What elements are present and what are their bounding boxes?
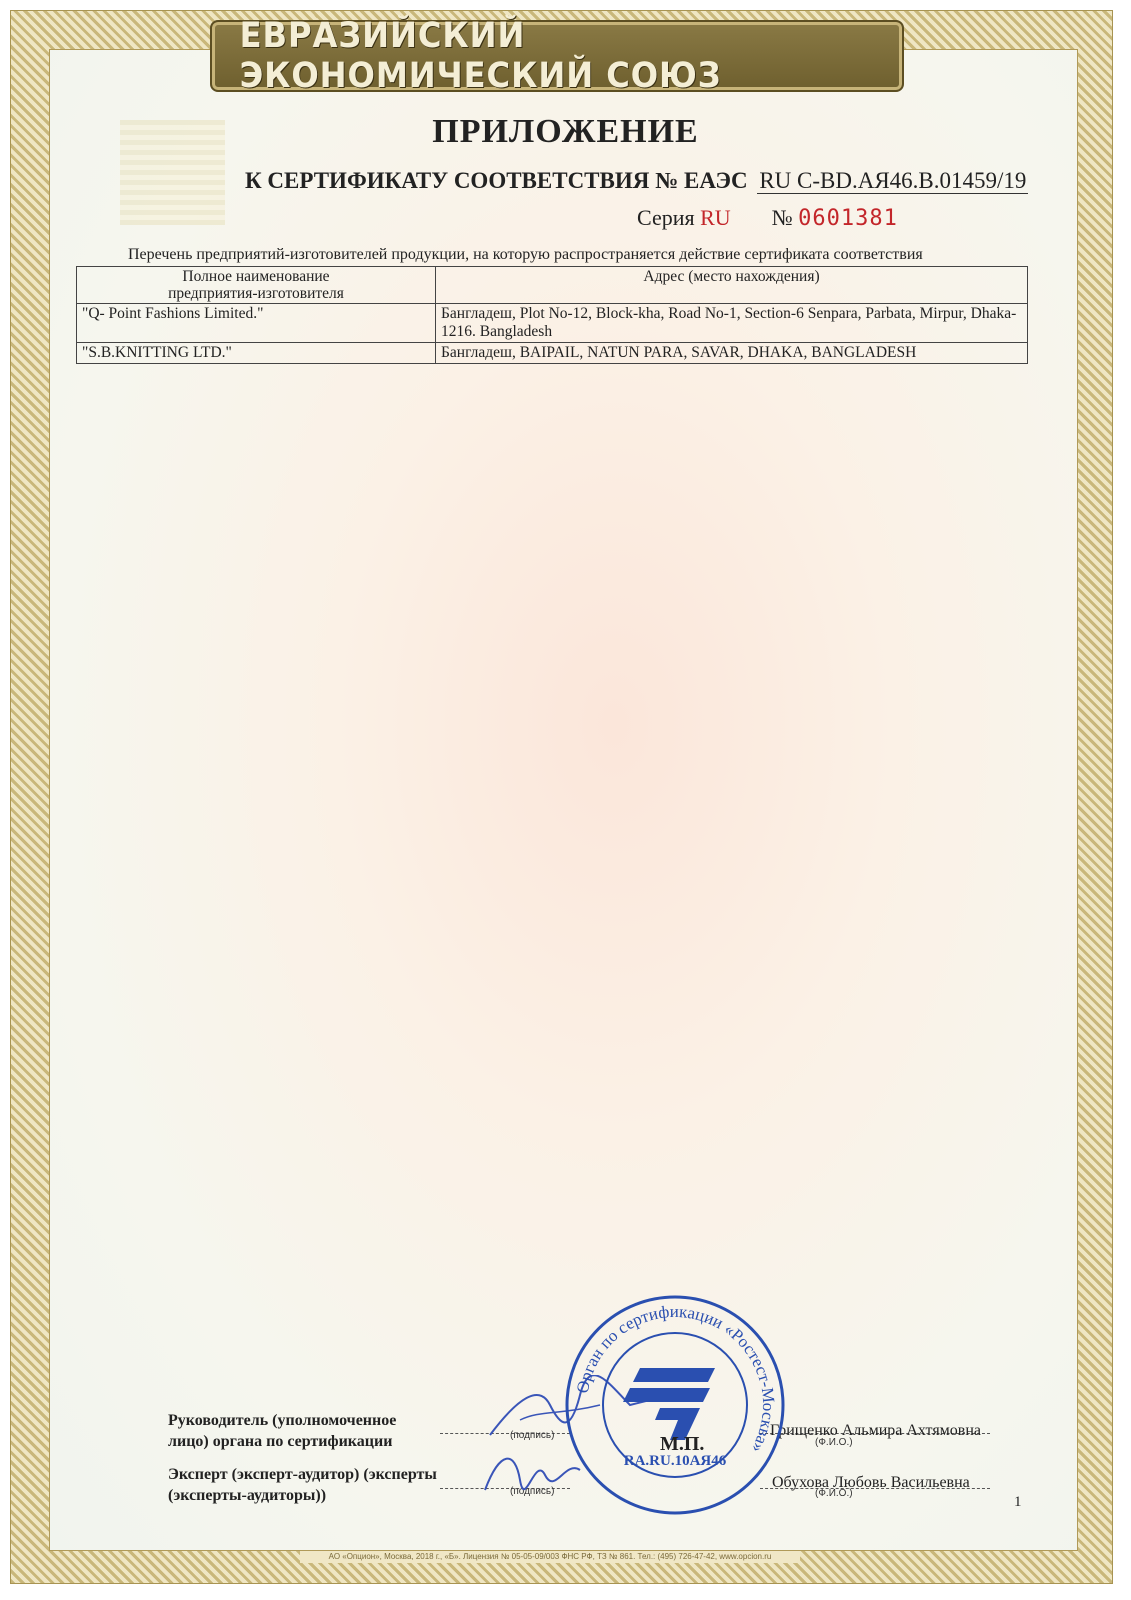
manufacturer-name: "S.B.KNITTING LTD." xyxy=(77,343,436,364)
manufacturer-address: Бангладеш, Plot No-12, Block-kha, Road No-1, Section-6 Senpara, Parbata, Mirpur, Dhaka-1216. Bangladesh xyxy=(436,304,1028,343)
series-value: RU xyxy=(700,205,731,230)
seal-place-mark: М.П. xyxy=(660,1433,705,1455)
head-sign-hint: (подпись) xyxy=(510,1430,555,1441)
intro-text: Перечень предприятий-изготовителей продукции, на которую распространяется действие сертификата соответствия xyxy=(128,246,923,263)
certificate-line xyxy=(245,168,1028,194)
head-fio-hint: (Ф.И.О.) xyxy=(815,1437,853,1448)
head-signature-label: Руководитель (уполномоченное лицо) органа по сертификации xyxy=(168,1412,397,1450)
stamp-ring-text: Орган по сертификации «Ростест-Москва» xyxy=(572,1301,779,1457)
table-row xyxy=(77,343,1028,364)
series-label: Серия xyxy=(637,205,695,230)
page-number: 1 xyxy=(1014,1494,1022,1510)
table-row xyxy=(77,304,1028,343)
rst-logo-icon xyxy=(623,1368,715,1440)
expert-fio-hint: (Ф.И.О.) xyxy=(815,1488,853,1499)
series-line xyxy=(637,205,898,231)
certificate-number: RU С-BD.АЯ46.B.01459/19 xyxy=(759,168,1027,193)
manufacturer-address: Бангладеш, BAIPAIL, NATUN PARA, SAVAR, DHAKA, BANGLADESH xyxy=(436,343,1028,364)
page-title: ПРИЛОЖЕНИЕ xyxy=(432,113,699,150)
banner-text: ЕВРАЗИЙСКИЙ ЭКОНОМИЧЕСКИЙ СОЮЗ xyxy=(239,16,722,96)
head-name: Грищенко Альмира Ахтямовна xyxy=(770,1422,982,1439)
manufacturer-name: "Q- Point Fashions Limited." xyxy=(77,304,436,343)
certificate-label: К СЕРТИФИКАТУ СООТВЕТСТВИЯ № ЕАЭС xyxy=(245,168,748,193)
blank-no-label: № xyxy=(771,205,793,230)
expert-signature-label: Эксперт (эксперт-аудитор) (эксперты (эксперты-аудиторы)) xyxy=(168,1466,437,1504)
table-header-row xyxy=(77,267,1028,304)
manufacturers-table xyxy=(76,266,1028,364)
expert-name: Обухова Любовь Васильевна xyxy=(772,1474,970,1491)
printer-footer: АО «Опцион», Москва, 2018 г., «Б». Лицензия № 05-05-09/003 ФНС РФ, ТЗ № 861. Тел.: (495) 726-47-42, www.opcion.ru xyxy=(300,1551,800,1563)
header-banner xyxy=(210,16,904,96)
column-header-name: Полное наименование предприятия-изготовителя xyxy=(77,267,436,304)
column-header-address: Адрес (место нахождения) xyxy=(436,267,1028,304)
stamp-code: RA.RU.10АЯ46 xyxy=(623,1453,727,1469)
blank-number: 0601381 xyxy=(798,206,898,231)
certification-stamp xyxy=(560,1290,790,1520)
expert-sign-hint: (подпись) xyxy=(510,1486,555,1497)
